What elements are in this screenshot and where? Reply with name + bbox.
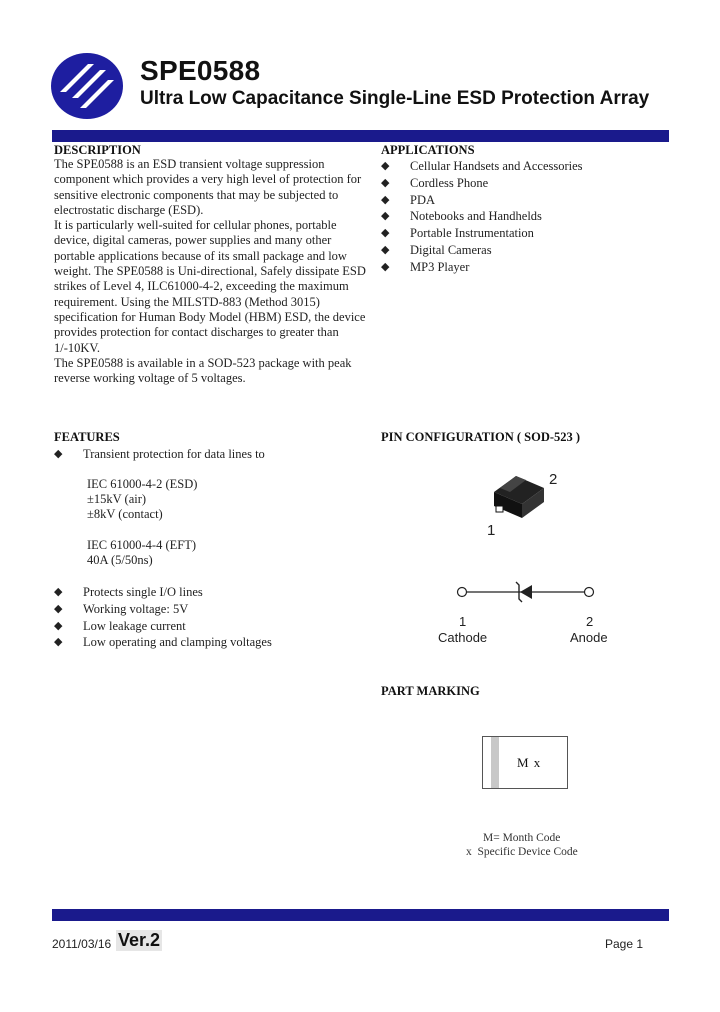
features-heading: FEATURES	[54, 430, 120, 444]
footer-date: 2011/03/16	[52, 937, 112, 951]
list-item: ◆ Cellular Handsets and Accessories	[381, 159, 583, 173]
diamond-bullet-icon: ◆	[54, 602, 63, 615]
description-body	[54, 157, 372, 386]
diamond-bullet-icon: ◆	[381, 260, 390, 273]
pin2-name: Anode	[570, 630, 608, 645]
marking-package-box	[482, 736, 568, 789]
diamond-bullet-icon: ◆	[381, 210, 390, 223]
list-item: ◆ Transient protection for data lines to	[54, 447, 265, 461]
legend-month-code: M= Month Code	[483, 832, 561, 844]
sod523-package-icon	[486, 470, 556, 528]
list-item: ◆ Low leakage current	[54, 618, 186, 633]
pin2-number: 2	[586, 614, 594, 629]
pin-config-heading: PIN CONFIGURATION ( SOD-523 )	[381, 430, 581, 444]
features-first-list	[54, 446, 354, 463]
list-item: ◆ Digital Cameras	[381, 242, 492, 257]
product-subtitle: Ultra Low Capacitance Single-Line ESD Protection Array	[140, 88, 650, 109]
list-item: ◆ Notebooks and Handhelds	[381, 209, 542, 224]
package-pin1-label: 1	[487, 522, 496, 539]
diamond-bullet-icon: ◆	[54, 619, 63, 632]
diamond-bullet-icon: ◆	[54, 636, 63, 649]
eft-rating: 40A (5/50ns)	[87, 553, 153, 567]
pin1-name: Cathode	[438, 630, 488, 645]
list-item: ◆ Portable Instrumentation	[381, 226, 534, 241]
diamond-bullet-icon: ◆	[381, 227, 390, 240]
diamond-bullet-icon: ◆	[54, 586, 63, 598]
eft-standard: IEC 61000-4-4 (EFT)	[87, 538, 197, 552]
description-heading: DESCRIPTION	[54, 143, 141, 157]
applications-heading: APPLICATIONS	[381, 143, 475, 157]
list-item: ◆ Cordless Phone	[381, 175, 489, 190]
part-marking-heading: PART MARKING	[381, 684, 480, 698]
esd-air-rating: ±15kV (air)	[87, 492, 147, 506]
header-divider-bar	[52, 130, 669, 142]
diamond-bullet-icon: ◆	[381, 160, 390, 172]
tvs-diode-symbol-icon	[452, 580, 602, 606]
list-item: ◆ PDA	[381, 192, 436, 207]
footer-page-number: Page 1	[605, 937, 644, 951]
description-paragraph: The SPE0588 is available in a SOD-523 package with peak reverse working voltage of 5 voltages.	[54, 355, 352, 386]
applications-list	[381, 158, 671, 276]
diamond-bullet-icon: ◆	[381, 243, 390, 256]
list-item: ◆ Working voltage: 5V	[54, 601, 189, 616]
footer-divider-bar	[52, 909, 669, 921]
marking-code: M x	[517, 755, 542, 770]
cathode-band	[491, 737, 499, 788]
features-list	[54, 584, 354, 651]
pin1-number: 1	[459, 614, 467, 629]
footer-version: Ver.2	[118, 930, 161, 950]
description-paragraph: It is particularly well-suited for cellular phones, portable device, digital cameras, power supplies and many other portable applications because of its small package and low weight. The SPE0588 is Uni-directional, Safely dissipate ESD strikes of Level 4, ILC61000-4-2, exceeding the maximum requirement. Using the MILSTD-883 (Method 3015) specification for Human Body Model (HBM) ESD, the device provides protection for contact discharges to greater than 1/-10KV.	[54, 218, 366, 355]
list-item: ◆ Low operating and clamping voltages	[54, 635, 272, 650]
diamond-bullet-icon: ◆	[381, 176, 390, 189]
package-pin2-label: 2	[549, 471, 558, 488]
diamond-bullet-icon: ◆	[381, 193, 390, 206]
list-item: ◆ MP3 Player	[381, 259, 470, 274]
esd-standard: IEC 61000-4-2 (ESD)	[87, 477, 198, 491]
description-paragraph: The SPE0588 is an ESD transient voltage suppression component which provides a very high level of protection for sensitive electronic components that may be subjected to electrostatic discharge (ESD).	[54, 157, 362, 217]
list-item: ◆ Protects single I/O lines	[54, 585, 203, 599]
esd-contact-rating: ±8kV (contact)	[87, 507, 163, 521]
legend-device-code: x Specific Device Code	[466, 846, 578, 858]
diamond-bullet-icon: ◆	[54, 448, 63, 460]
company-logo	[50, 52, 128, 120]
product-title: SPE0588	[140, 55, 261, 86]
